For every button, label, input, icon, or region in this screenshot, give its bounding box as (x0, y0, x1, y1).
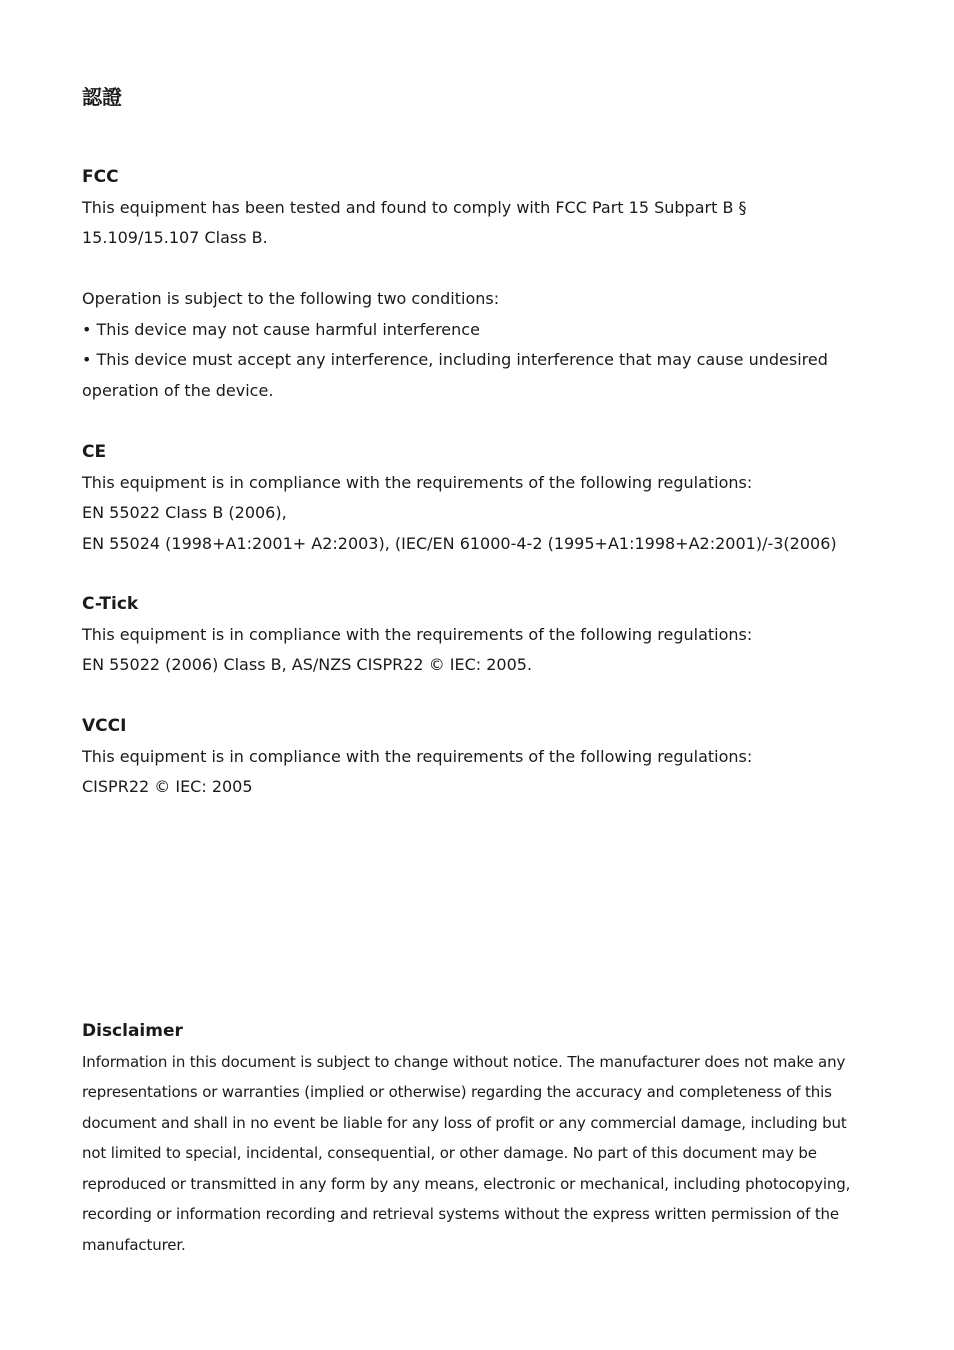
ctick-heading: C-Tick (82, 594, 139, 614)
ce-text-line: EN 55024 (1998+A1:2001+ A2:2003), (IEC/EN 61000-4-2 (1995+A1:1998+A2:2001)/-3(2006) (82, 533, 837, 553)
ce-text-line: This equipment is in compliance with the requirements of the following regulations: (82, 472, 753, 492)
disclaimer-text-line: not limited to special, incidental, consequential, or other damage. No part of this document may be (82, 1144, 817, 1162)
fcc-conditions-intro: Operation is subject to the following two conditions: (82, 289, 500, 308)
paragraph-gap (82, 254, 882, 285)
fcc-text-line: This equipment has been tested and found to comply with FCC Part 15 Subpart B § (82, 197, 747, 217)
vcci-text-line: This equipment is in compliance with the requirements of the following regulations: (82, 746, 753, 766)
fcc-condition-item-continued: operation of the device. (82, 380, 274, 400)
ce-heading: CE (82, 442, 107, 462)
ce-section (82, 437, 882, 559)
disclaimer-text-line: reproduced or transmitted in any form by any means, electronic or mechanical, including photocopying, (82, 1174, 851, 1193)
fcc-condition-item: • This device may not cause harmful interference (82, 319, 480, 339)
ctick-text-line: EN 55022 (2006) Class B, AS/NZS CISPR22 © IEC: 2005. (82, 655, 533, 674)
fcc-heading: FCC (82, 167, 119, 187)
disclaimer-section (82, 1016, 882, 1260)
fcc-condition-item: • This device must accept any interference, including interference that may cause undesired (82, 350, 828, 369)
vcci-section (82, 711, 882, 803)
disclaimer-text-line: Information in this document is subject to change without notice. The manufacturer does not make any (82, 1052, 846, 1071)
page-title: 認證 (82, 85, 122, 109)
disclaimer-text-line: document and shall in no event be liable for any loss of profit or any commercial damage, including but (82, 1113, 847, 1132)
fcc-section (82, 162, 882, 406)
ctick-text-line: This equipment is in compliance with the requirements of the following regulations: (82, 624, 753, 644)
fcc-text-line: 15.109/15.107 Class B. (82, 228, 268, 247)
disclaimer-text-line: representations or warranties (implied or otherwise) regarding the accuracy and completeness of this (82, 1083, 832, 1101)
disclaimer-text-line: manufacturer. (82, 1235, 186, 1254)
ce-text-line: EN 55022 Class B (2006), (82, 503, 287, 522)
vcci-text-line: CISPR22 © IEC: 2005 (82, 777, 253, 796)
disclaimer-text-line: recording or information recording and retrieval systems without the express written permission of the (82, 1205, 839, 1223)
vcci-heading: VCCI (82, 716, 127, 736)
ctick-section (82, 589, 882, 681)
disclaimer-heading: Disclaimer (82, 1021, 183, 1041)
